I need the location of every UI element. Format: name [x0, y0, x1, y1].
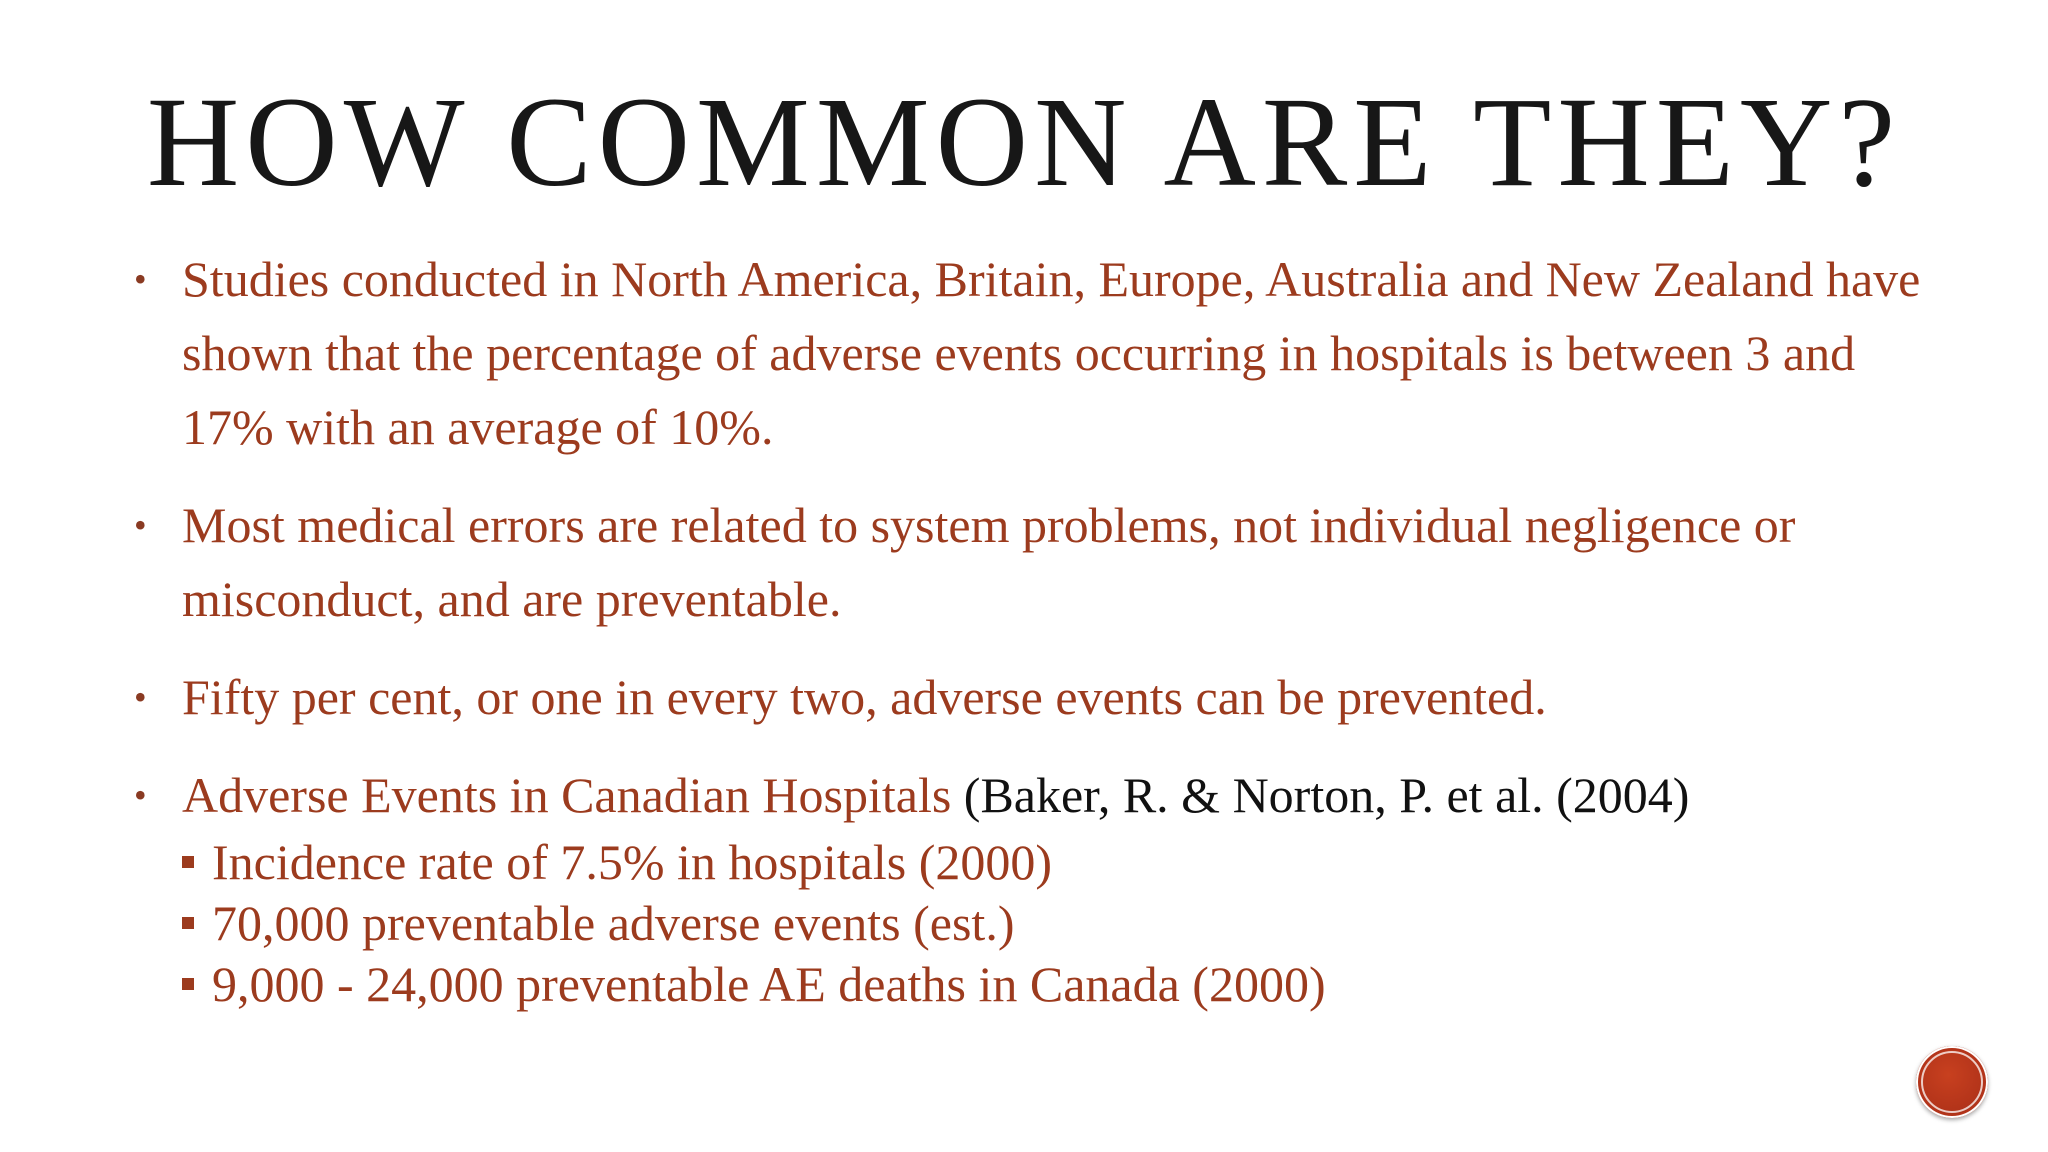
- square-bullet-icon: [182, 856, 194, 868]
- square-bullet-icon: [182, 917, 194, 929]
- nav-button-ring: [1921, 1051, 1983, 1113]
- sub-bullet-item: [182, 832, 1934, 893]
- sub-bullet-item: [182, 954, 1934, 1015]
- square-bullet-icon: [182, 978, 194, 990]
- sub-bullet-text: Incidence rate of 7.5% in hospitals (2000): [212, 834, 1053, 890]
- bullet-dot-icon: •: [134, 505, 147, 545]
- bullet-list: [134, 242, 1934, 1015]
- bullet-item: [134, 242, 1934, 464]
- bullet-text: Fifty per cent, or one in every two, adverse events can be prevented.: [182, 669, 1547, 725]
- circle-nav-icon[interactable]: [1916, 1046, 1988, 1118]
- bullet-dot-icon: •: [134, 677, 147, 717]
- bullet-dot-icon: •: [134, 259, 147, 299]
- bullet-text: Studies conducted in North America, Britain, Europe, Australia and New Zealand have shown that the percentage of adverse events occurring in hospitals is between 3 and 17% with an average of 10%.: [182, 251, 1921, 455]
- bullet-text: Most medical errors are related to system problems, not individual negligence or misconduct, and are preventable.: [182, 497, 1796, 627]
- sub-bullet-text: 70,000 preventable adverse events (est.): [212, 895, 1015, 951]
- bullet-text: Adverse Events in Canadian Hospitals: [182, 767, 952, 823]
- sub-bullet-text: 9,000 - 24,000 preventable AE deaths in Canada (2000): [212, 956, 1326, 1012]
- bullet-item: [134, 488, 1934, 636]
- slide-title: HOW COMMON ARE THEY?: [146, 71, 1902, 213]
- bullet-item: [134, 660, 1934, 734]
- citation-text: (Baker, R. & Norton, P. et al. (2004): [963, 767, 1690, 823]
- bullet-item: [134, 758, 1934, 832]
- sub-bullet-item: [182, 893, 1934, 954]
- bullet-dot-icon: •: [134, 775, 147, 815]
